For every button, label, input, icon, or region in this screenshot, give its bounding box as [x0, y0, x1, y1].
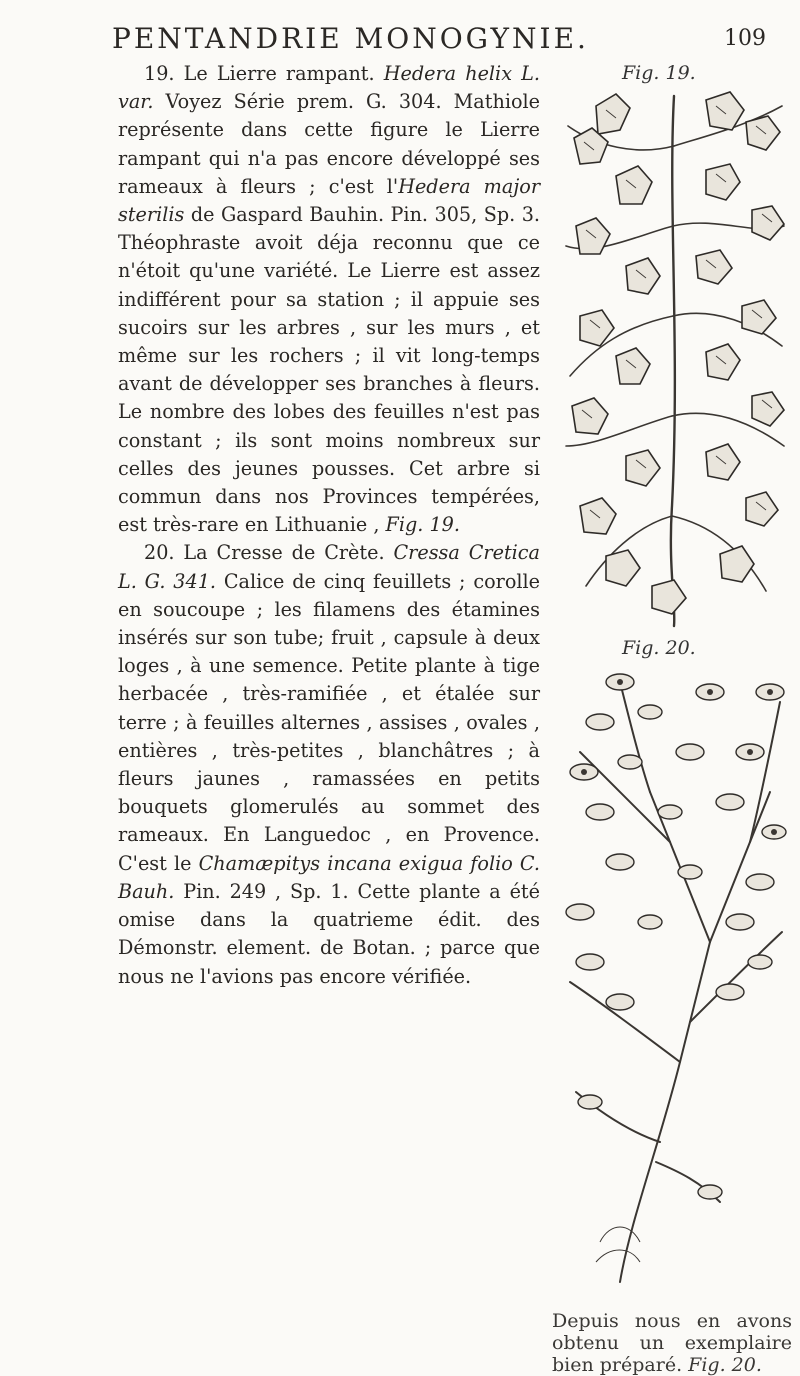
entry-19-text2: de Gaspard Bauhin. Pin. 305, Sp. 3. Théophraste avoit déja reconnu que ce n'étoit qu'une variété. Le Lierre est assez indifférent pour sa station ; il appuie ses sucoirs sur les arbres , sur les murs , et même sur les rochers ; il vit long-temps avant de développer ses branches à fleurs. Le nombre des lobes des feuilles n'est pas constant ; ils sont moins nombreux sur celles des jeunes pousses. Cet arbre si commun dans nos Provinces tempérées, est très-rare en Lithuanie , [118, 203, 540, 537]
entry-19-figref: Fig. 19. [385, 513, 460, 537]
page-header: PENTANDRIE MONOGYNIE. [112, 22, 589, 55]
entry-20-number: 20. [144, 541, 175, 565]
caption-figref: Fig. 20. [688, 1354, 762, 1376]
entry-20-latin: Cressa Cretica L. G. 341. [118, 541, 540, 593]
entry-20-text2: Pin. 249 , Sp. 1. Cette plante a été omise dans la quatrieme édit. des Démonstr. element. de Botan. ; parce que nous ne l'avions pas encore vérifiée. [118, 879, 540, 988]
entry-19-name: Le Lierre rampant. [183, 62, 375, 85]
fig-19-label: Fig. 19. [622, 62, 696, 84]
entry-20-latin2: Chamæpitys incana exigua folio C. Bauh. [118, 851, 540, 903]
entry-19-latin: Hedera helix L. var. [118, 62, 540, 114]
entry-19-text: Voyez Série prem. G. 304. Mathiole représente dans cette figure le Lierre rampant qui n'a pas encore développé ses rameaux à fleurs ; c'est l' [118, 90, 540, 198]
entry-20 [118, 539, 540, 990]
entry-19 [118, 60, 540, 539]
fig-20-label: Fig. 20. [622, 637, 696, 659]
ivy-illustration [556, 86, 792, 634]
cressa-illustration [560, 662, 790, 1302]
text-column [118, 60, 540, 991]
entry-19-number: 19. [144, 62, 175, 85]
page-number: 109 [724, 26, 766, 51]
figure-caption [552, 1310, 792, 1376]
entry-19-latin2: Hedera major sterilis [118, 174, 540, 227]
entry-20-name: La Cresse de Crète. [183, 541, 385, 565]
entry-20-text: Calice de cinq feuillets ; corolle en soucoupe ; les filamens des étamines insérés sur son tube; fruit , capsule à deux loges , à une semence. Petite plante à tige herbacée , très-ramifiée , et étalée sur terre ; à feuilles alternes , assises , ovales , entières , très-petites , blanchâtres ; à fleurs jaunes , ramassées en petits bouquets glomerulés au sommet des rameaux. En Languedoc , en Provence. C'est le [118, 569, 540, 875]
caption-text: Depuis nous en avons obtenu un exemplaire bien préparé. [552, 1310, 792, 1376]
